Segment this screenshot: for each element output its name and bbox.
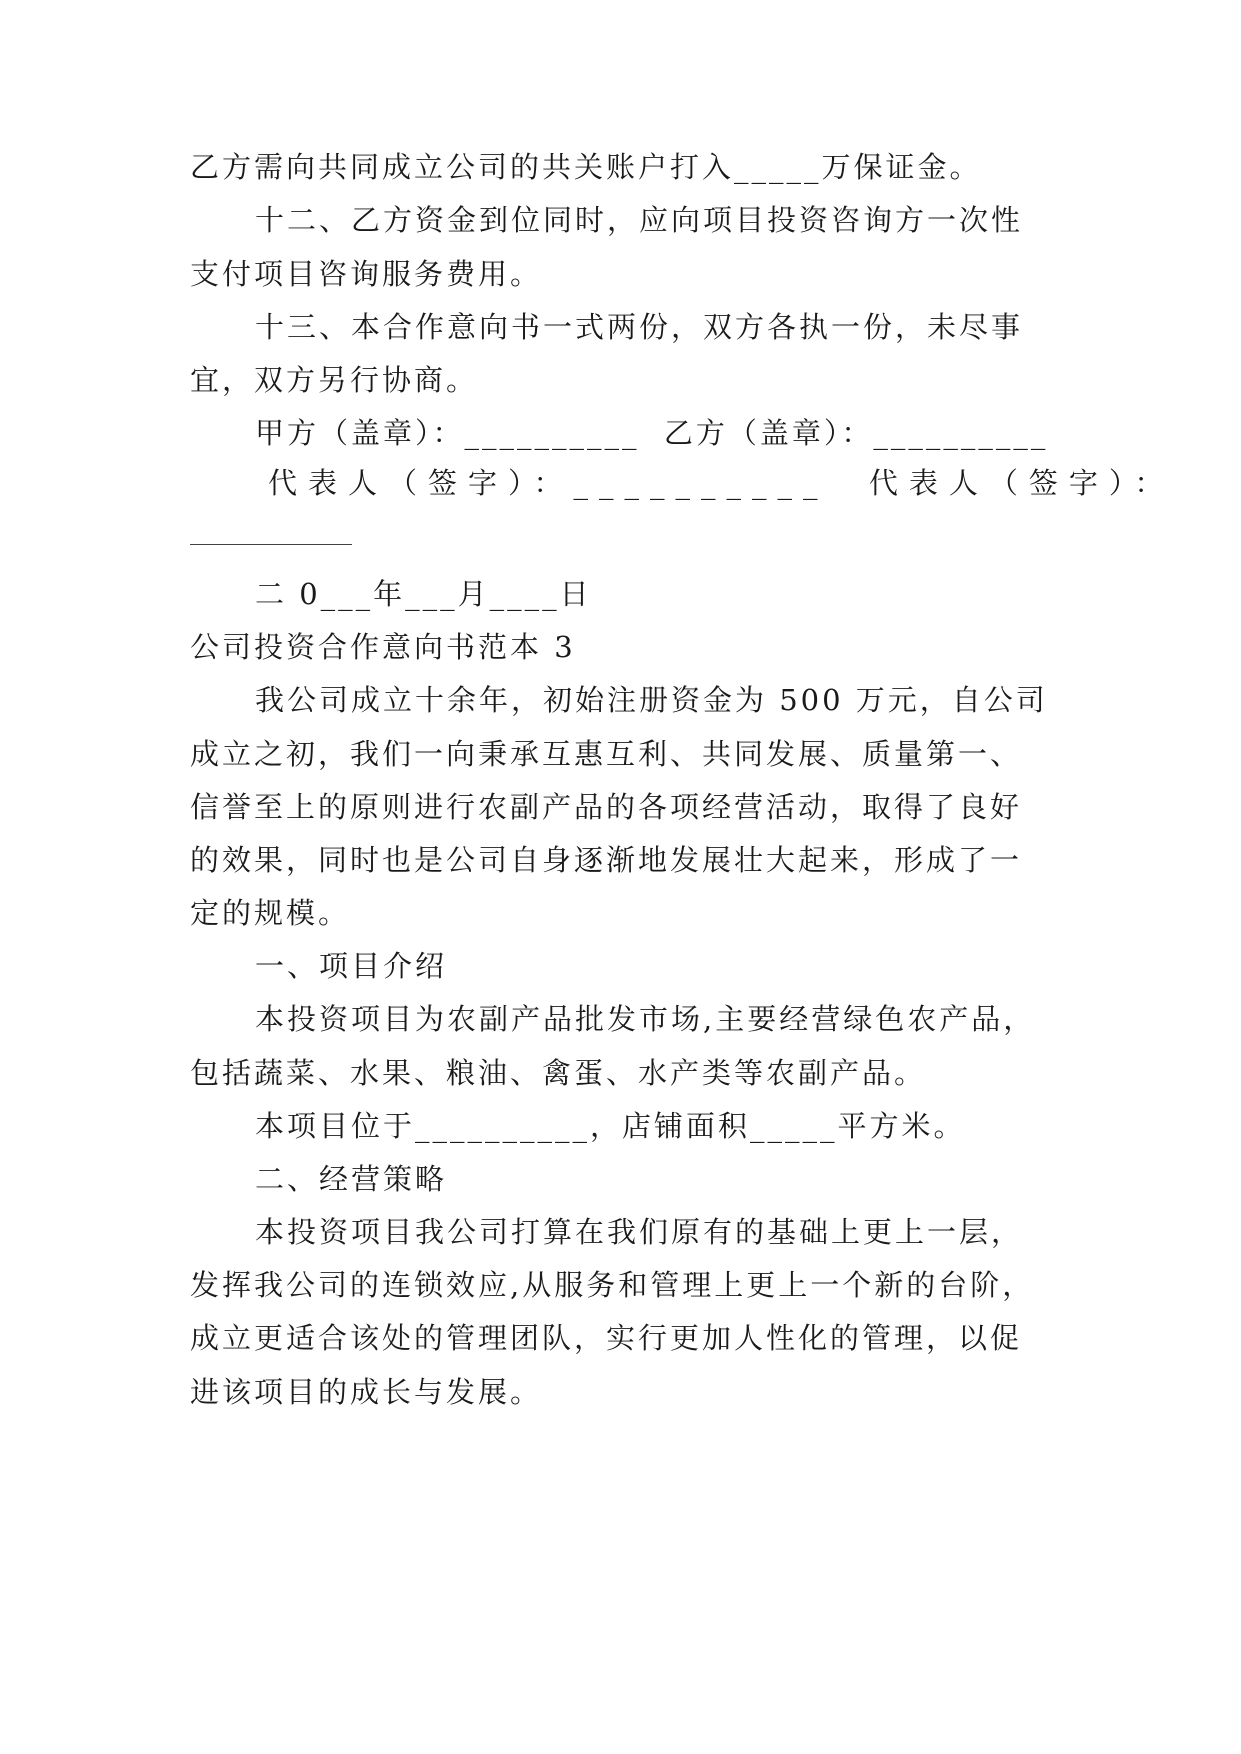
paragraph-line: 宜，双方另行协商。 [190,363,479,397]
signature-seal-line: 甲方（盖章）：__________ 乙方（盖章）：__________ [255,416,1049,450]
paragraph-line: 我公司成立十余年，初始注册资金为 500 万元，自公司 [255,683,1048,717]
paragraph-line: 成立更适合该处的管理团队，实行更加人性化的管理，以促 [190,1321,1023,1355]
heading-line: 一、项目介绍 [255,949,448,983]
paragraph-line: 十三、本合作意向书一式两份，双方各执一份，未尽事 [255,310,1024,344]
heading-line: 二、经营策略 [255,1162,448,1196]
paragraph-line: 十二、乙方资金到位同时，应向项目投资咨询方一次性 [255,203,1024,237]
paragraph-line: 支付项目咨询服务费用。 [190,257,543,291]
paragraph-line: 乙方需向共同成立公司的共关账户打入_____万保证金。 [190,150,982,184]
paragraph-line: 本项目位于__________，店铺面积_____平方米。 [255,1109,966,1143]
paragraph-line: 本投资项目我公司打算在我们原有的基础上更上一层， [255,1215,1024,1249]
paragraph-line: 包括蔬菜、水果、粮油、禽蛋、水产类等农副产品。 [190,1056,927,1090]
paragraph-line: 定的规模。 [190,896,351,930]
paragraph-line: 本投资项目为农副产品批发市场,主要经营绿色农产品， [255,1002,1036,1036]
paragraph-line: 信誉至上的原则进行农副产品的各项经营活动，取得了良好 [190,790,1023,824]
paragraph-line: 进该项目的成长与发展。 [190,1375,543,1409]
section-title: 公司投资合作意向书范本 3 [190,630,576,664]
signature-blank-rule [190,544,352,545]
paragraph-line: 的效果，同时也是公司自身逐渐地发展壮大起来，形成了一 [190,843,1023,877]
signature-representative-line: 代表人（签字）：__________ 代表人（签字）： [268,466,1175,500]
date-line: 二 0___年___月____日 [255,577,592,611]
paragraph-line: 发挥我公司的连锁效应,从服务和管理上更上一个新的台阶， [190,1268,1035,1302]
paragraph-line: 成立之初，我们一向秉承互惠互利、共同发展、质量第一、 [190,737,1023,771]
